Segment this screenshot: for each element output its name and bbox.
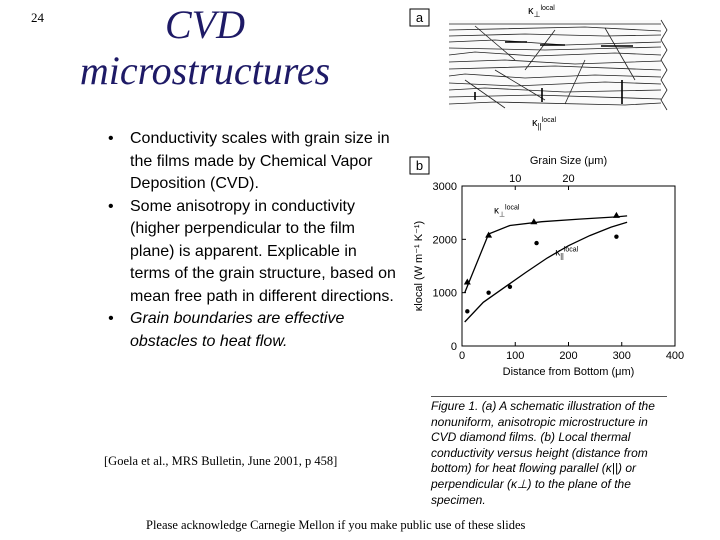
top-tick-label: 20 <box>562 173 575 185</box>
bullet-item: • Grain boundaries are effective obstacles to heat flow. <box>104 308 400 353</box>
figure-caption: Figure 1. (a) A schematic illustration of the nonuniform, anisotropic microstructure in CVD diamond films. (b) Local thermal conductivity versus height (distance from bottom) for heat flowing parallel (κ||) or perpendicular (κ⊥) to the plane of the specimen. <box>431 399 655 507</box>
series-line-kperp <box>465 216 627 293</box>
data-point-kpar <box>614 234 618 238</box>
panel-b-label: b <box>415 158 424 173</box>
data-point-kpar <box>534 241 538 245</box>
data-point-kperp <box>530 218 537 224</box>
kperp-label-a: $\kappa_\perp^{local}$ <box>528 5 555 19</box>
slide-number: 24 <box>31 10 44 25</box>
top-tick-label: 10 <box>509 173 522 185</box>
panel-a-label: a <box>415 10 424 25</box>
x-tick-label: 300 <box>612 350 631 362</box>
figure <box>405 0 720 400</box>
citation: [Goela et al., MRS Bulletin, June 2001, p 458] <box>104 454 338 468</box>
panel-b <box>410 155 684 378</box>
microstructure-schematic <box>449 20 667 110</box>
series-label-kpar: $\kappa_{||}^{local}$ <box>555 246 579 261</box>
conductivity-chart <box>413 155 684 378</box>
x-tick-label: 0 <box>458 350 466 362</box>
x-tick-label: 100 <box>506 350 525 362</box>
data-point-kperp <box>613 212 620 218</box>
bullet-item: • Conductivity scales with grain size in the films made by Chemical Vapor Deposition (CVD). <box>104 128 400 196</box>
data-point-kpar <box>508 285 512 289</box>
data-point-kpar <box>465 309 469 313</box>
y-tick-label: 3000 <box>432 181 457 193</box>
title-line-2: microstructures <box>79 48 331 93</box>
footer-note: Please acknowledge Carnegie Mellon if you make public use of these slides <box>146 518 526 532</box>
top-axis-label: Grain Size (μm) <box>529 155 608 167</box>
panel-a <box>410 5 667 131</box>
y-tick-label: 2000 <box>432 234 457 247</box>
x-tick-label: 200 <box>559 350 578 362</box>
kpar-label-a: $\kappa_{||}^{local}$ <box>532 117 557 131</box>
title-line-1: CVD <box>165 2 245 47</box>
y-axis-label: κlocal (W m⁻¹ K⁻¹) <box>413 220 425 312</box>
y-tick-label: 1000 <box>432 287 457 300</box>
series-label-kperp: $\kappa_\perp^{local}$ <box>493 204 520 219</box>
slide-title <box>40 2 370 94</box>
caption-rule <box>431 396 667 397</box>
bullet-item: • Some anisotropy in conductivity (higher perpendicular to the film plane) is apparent. Explicable in terms of the grain structure, based on mean free path in different directions. <box>104 196 400 309</box>
data-point-kpar <box>486 290 490 294</box>
bullet-list <box>104 128 400 353</box>
x-axis-label: Distance from Bottom (μm) <box>502 366 635 378</box>
y-tick-label: 0 <box>450 341 457 353</box>
x-tick-label: 400 <box>665 350 685 362</box>
